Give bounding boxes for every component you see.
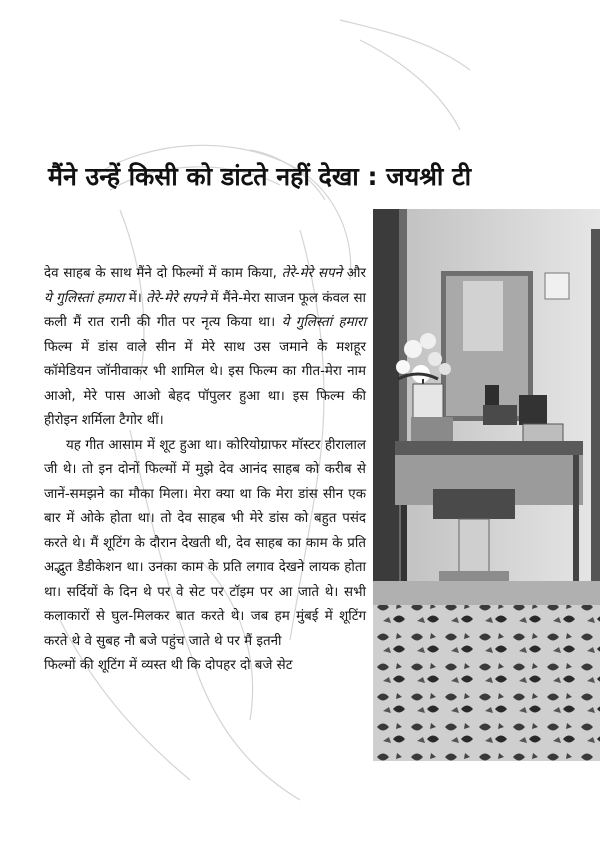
text-run: में मैंने-मेरा साजन फूल कंवल सा कली मैं रात रानी की गीत पर नृत्य किया था। (44, 290, 366, 330)
text-run: और (342, 266, 366, 281)
paragraph-2: यह गीत आसाम में शूट हुआ था। कोरियोग्राफर मॉस्टर हीरालाल जी थे। तो इन दोनों फिल्मों में मुझे देव आनंद साहब को करीब से जानें-समझने का मौका मिला। मेरा क्या था कि मेरा डांस सीन एक बार में ओके होता था। तो देव साहब भी मेरे डांस को बहुत पसंद करते थे। मैं शूटिंग के दौरान देखती थी, देव साहब का काम के प्रति अद्भुत डैडीकेशन था। उनका काम के प्रति लगाव देखने लायक होता था। सर्दियों के दिन थे पर वे सेट पर टॉइम पर आ जाते थे। सभी कलाकारों से घुल-मिलकर बात करते थे। जब हम मुंबई में शूटिंग करते थे वे सुबह नौ बजे पहुंच जाते थे पर मैं इतनी (44, 437, 366, 649)
article-body (44, 262, 366, 679)
text-run: देव साहब के साथ मैंने दो फिल्मों में काम किया, (44, 266, 282, 281)
film-title: ये गुलिस्तां हमारा (44, 290, 125, 306)
film-title: तेरे-मेरे सपने (146, 290, 207, 306)
text-run: फिल्म में डांस वाले सीन में मेरे साथ उस जमाने के मशहूर कॉमेडियन जॉनीवाकर भी शामिल थे। इस फिल्म का गीत-मेरा नाम आओ, मेरे पास आओ बेहद पॉपुलर हुआ था। इस फिल्म की हीरोइन शर्मिला टैगोर थीं। (44, 339, 366, 428)
paragraph-2-last-line: फिल्मों की शूटिंग में व्यस्त थी कि दोपहर दो बजे सेट (44, 658, 293, 673)
article-title: मैंने उन्हें किसी को डांटते नहीं देखा : जयश्री टी (48, 162, 472, 191)
room-photograph (373, 209, 600, 761)
text-run: में। (124, 290, 147, 306)
film-title: ये गुलिस्तां हमारा (281, 315, 366, 330)
film-title: तेरे-मेरे सपने (281, 266, 343, 281)
paragraph-1 (44, 262, 366, 434)
